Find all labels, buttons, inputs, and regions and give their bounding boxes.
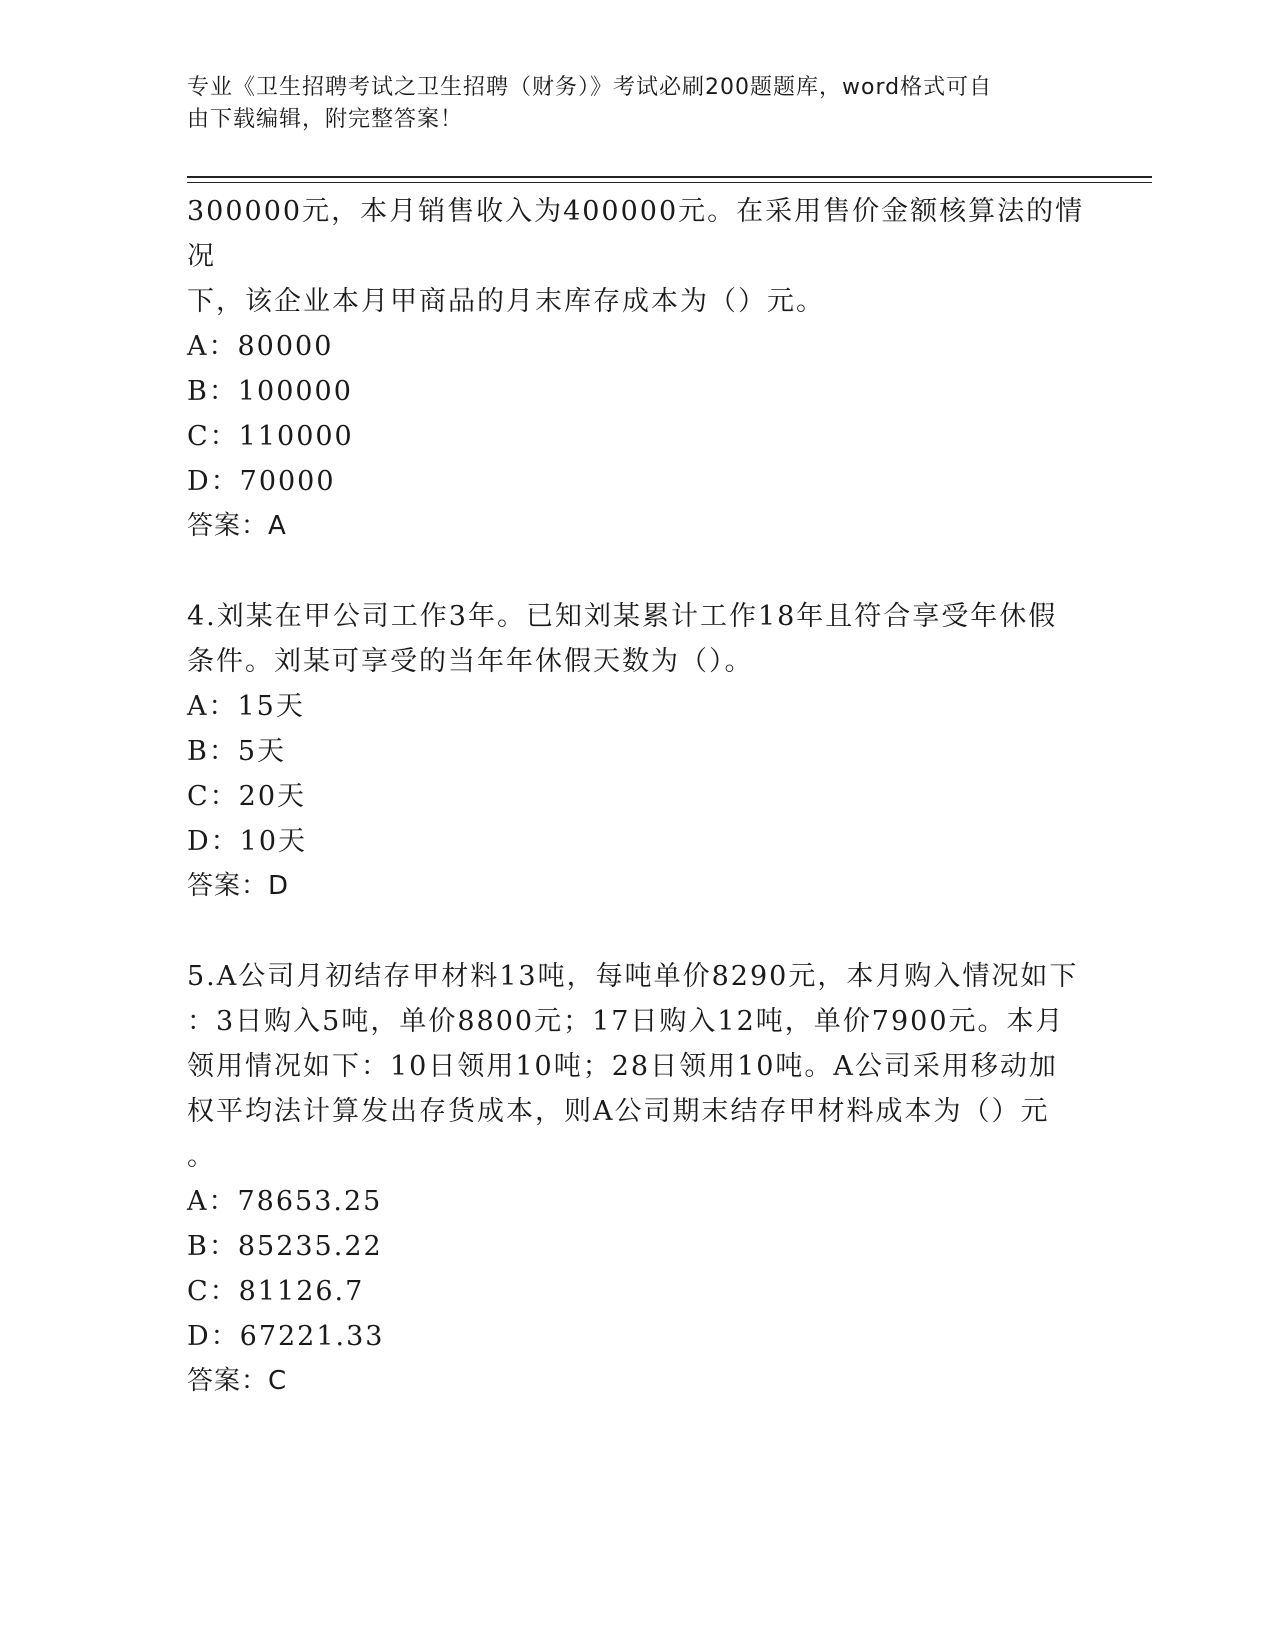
- question-block: [187, 954, 1087, 1404]
- question-text-line: 。: [187, 1141, 216, 1172]
- question-block: [187, 594, 1087, 909]
- question-text-line: 条件。刘某可享受的当年年休假天数为（）。: [187, 646, 754, 677]
- option-c: C：110000: [187, 421, 354, 452]
- title-line-2: 由下载编辑，附完整答案！: [187, 107, 464, 132]
- option-c: C：81126.7: [187, 1276, 365, 1307]
- answer-line: 答案：C: [187, 1366, 288, 1396]
- option-d: D：10天: [187, 826, 308, 857]
- option-a: A：15天: [187, 691, 305, 722]
- option-a: A：78653.25: [187, 1186, 383, 1217]
- option-a: A：80000: [187, 331, 334, 362]
- title-line-1: 专业《卫生招聘考试之卫生招聘（财务）》考试必刷200题题库，word格式可自: [187, 75, 993, 100]
- header-divider: [187, 176, 1152, 178]
- question-text-line: 300000元，本月销售收入为400000元。在采用售价金额核算法的情况: [187, 196, 1085, 272]
- option-b: B：85235.22: [187, 1231, 383, 1262]
- question-text-line: 5.A公司月初结存甲材料13吨，每吨单价8290元，本月购入情况如下: [187, 961, 1079, 992]
- spacer: [187, 909, 1087, 954]
- question-list: [187, 189, 1087, 1404]
- option-d: D：70000: [187, 466, 336, 497]
- document-title: [187, 72, 1067, 136]
- answer-line: 答案：D: [187, 871, 290, 901]
- option-c: C：20天: [187, 781, 307, 812]
- option-b: B：5天: [187, 736, 287, 767]
- question-text-line: 权平均法计算发出存货成本，则A公司期末结存甲材料成本为（）元: [187, 1096, 1050, 1127]
- question-text-line: 下，该企业本月甲商品的月末库存成本为（）元。: [187, 286, 825, 317]
- question-text-line: ：3日购入5吨，单价8800元；17日购入12吨，单价7900元。本月: [187, 1006, 1065, 1037]
- option-d: D：67221.33: [187, 1321, 385, 1352]
- question-block: [187, 189, 1087, 549]
- option-b: B：100000: [187, 376, 353, 407]
- spacer: [187, 549, 1087, 594]
- question-text-line: 4.刘某在甲公司工作3年。已知刘某累计工作18年且符合享受年休假: [187, 601, 1058, 632]
- header-divider-thin: [187, 182, 1152, 183]
- question-text-line: 领用情况如下：10日领用10吨；28日领用10吨。A公司采用移动加: [187, 1051, 1058, 1082]
- answer-line: 答案：A: [187, 511, 287, 541]
